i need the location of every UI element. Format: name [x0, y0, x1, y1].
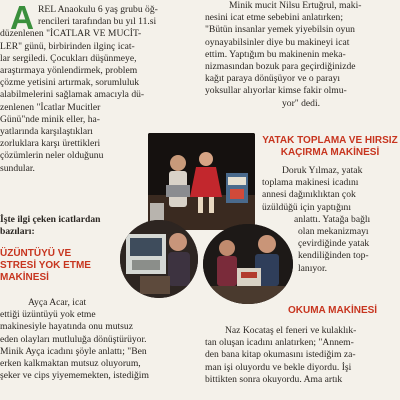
col2-top-paragraph: Minik mucit Nilsu Ertuğrul, maki- nesini icat etme sebebini anlatırken; "Bütün insanlar yemek yiyebilsin oyun oynayabilsinler diye bu makineyi icat ettim. Yaptığım bu makinenin meka- nizmasından bozuk para geçirdiğinizde kağıt paraya dönüşüyor ve o parayı yoksullar alıyorlar kimse fakir olmu- yor" dedi.: [205, 0, 362, 109]
section-heading-bed-machine: YATAK TOPLAMA VE HIRSIZ KAÇIRMA MAKİNESİ: [262, 135, 398, 158]
children-with-invention-photo: [203, 224, 293, 304]
girl-with-invention-photo: [120, 220, 198, 298]
drop-cap: A: [10, 0, 34, 36]
section-heading-stress-machine: ÜZÜNTÜYÜ VE STRESİ YOK ETME MAKİNESİ: [0, 248, 91, 283]
reading-machine-paragraph: Naz Kocataş el feneri ve kulaklık- tan oluşan icadını anlatırken; "Annem- den bana kitap okumasını istediğim za- man işi oluyordu ve bekle diyordu. İşi bittikten sonra okuyordu. Ama artık: [205, 325, 357, 385]
stage-photo: [148, 133, 255, 230]
intro-paragraph: REL Anaokulu 6 yaş grubu öğ- rencileri tarafından bu yıl 11.si düzenlenen "İCATLAR VE MUCİT- LER" günü, birbirinden ilginç icat- lar sergiledi. Çocukları düşünmeye, araştırmaya yönlendirmek, problem çözme yetisini artırmak, sorumluluk alabilmelerini sağlamak amacıyla dü- zenlenen "İcatlar Mucitler Günü"nde minik eller, ha- yatlarında karşılaştıkları zorluklara karşı ürettikleri çözümlerin neler olduğunu sundular.: [0, 4, 158, 174]
intro-bold-line: İşte ilgi çeken icatlardan bazıları:: [0, 214, 101, 238]
section-heading-reading-machine: OKUMA MAKİNESİ: [288, 305, 378, 316]
bed-machine-paragraph: Doruk Yılmaz, yatak toplama makinesi icadını annesi dağınıklıktan çok üzüldüğü için yaptığını anlattı. Yatağa bağlı olan mekanizmayı çevirdiğinde yatak kendiliğinden top- lanıyor.: [262, 165, 371, 274]
stress-machine-paragraph: Ayça Acar, icat ettiği üzüntüyü yok etme makinesiyle hayatında onu mutsuz eden olayları mutluluğa dönüştürüyor. Minik Ayça icadını şöyle anlattı; "Ben erken kalkmaktan mutsuz oluyorum, şeker ve cips yiyememekten, istediğim: [0, 297, 149, 382]
